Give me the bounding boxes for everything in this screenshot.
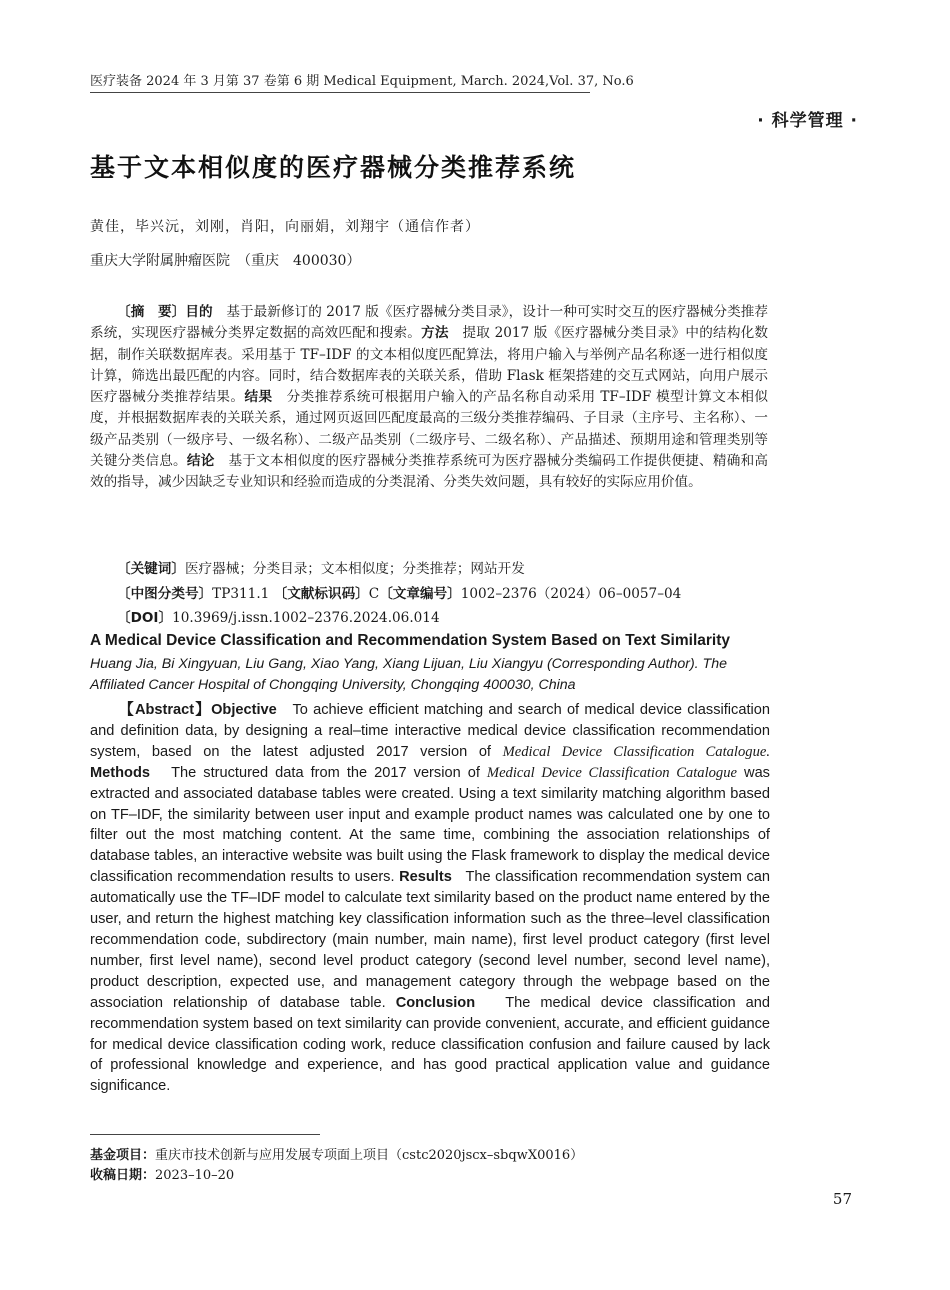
cn-conclusion-label: 结论	[186, 453, 215, 470]
cn-results-label: 结果	[244, 389, 273, 406]
cn-results-text: 分类推荐系统可根据用户输入的产品名称自动采用 TF–IDF 模型计算文本相似度，并根据数据库表的关联关系，通过网页返回匹配度最高的三级分类推荐编码、子目录（主序号、主名称）、一级产品类别（一级序号、一级名称）、二级产品类别（二级序号、二级名称）、产品描述、预期用途和管理类别等关键分类信息。	[90, 389, 769, 470]
en-results-text: The classification recommendation system can automatically use the TF–IDF model to calculate text similarity based on the product name entered by the user, and return the highest matching key classification information such as the three–level classification recommendation code, subdirectory (main number, main name), first level product category (first level number, first level name), second level product category (second level number, second level name), product description, expected use, and management category through the webpage based on the association relationship of database table.	[90, 869, 770, 1011]
fund-text: 重庆市技术创新与应用发展专项面上项目（cstc2020jscx–sbqwX0016）	[155, 1148, 584, 1163]
footnote-rule	[90, 1134, 320, 1135]
article-title: 基于文本相似度的医疗器械分类推荐系统	[90, 153, 577, 182]
clc-label: 〔中图分类号〕	[117, 586, 213, 602]
english-abstract	[90, 700, 770, 1097]
cn-methods-label: 方法	[421, 325, 449, 342]
catalogue-title: Medical Device Classification Catalogue	[486, 764, 737, 781]
received-note	[90, 1164, 234, 1183]
fund-label: 基金项目：	[90, 1148, 156, 1163]
en-conclusion-label: Conclusion	[395, 994, 476, 1011]
catalogue-title: Medical Device Classification Catalogue.	[502, 743, 770, 760]
running-head: 医疗装备 2024 年 3 月第 37 卷第 6 期 Medical Equipment, March. 2024,Vol. 37, No.6	[90, 74, 634, 89]
doi-line	[117, 606, 440, 626]
en-objective-text: To achieve efficient matching and search of medical device classification and definition data, by designing a real–time interactive medical device classification recommendation system, based on the latest adjusted 2017 version of	[90, 702, 770, 760]
cn-objective-label: 目的	[185, 304, 213, 320]
keywords-line	[117, 557, 525, 577]
english-authors: Huang Jia, Bi Xingyuan, Liu Gang, Xiao Yang, Xiang Lijuan, Liu Xiangyu (Corresponding Author). The Affiliated Cancer Hospital of Chongqing University, Chongqing 400030, China	[90, 656, 728, 693]
en-results-label: Results	[399, 869, 452, 886]
article-number: 1002–2376（2024）06–0057–04	[460, 586, 682, 602]
received-label: 收稿日期：	[90, 1168, 156, 1183]
keywords: 医疗器械；分类目录；文本相似度；分类推荐；网站开发	[184, 561, 525, 577]
classification-line	[117, 582, 681, 602]
received-date: 2023–10–20	[155, 1168, 235, 1183]
en-methods-text-b: was extracted and associated database tables were created. Using a text similarity matching algorithm based on TF–IDF, the similarity between user input and example product names was calculated one by one to filter out the most matching content. At the same time, combining the association relationships of database tables, an interactive website was built using the Flask framework to display the medical device classification recommendation results to users.	[90, 764, 770, 886]
page-number: 57	[832, 1190, 852, 1208]
en-methods-text-a: The structured data from the 2017 version of	[171, 764, 480, 781]
fund-note	[90, 1144, 583, 1163]
header-rule	[90, 92, 590, 93]
cn-conclusion-text: 基于文本相似度的医疗器械分类推荐系统可为医疗器械分类编码工作提供便捷、精确和高效的指导，减少因缺乏专业知识和经验而造成的分类混淆、分类失效问题，具有较好的实际应用价值。	[90, 453, 769, 491]
section-label: · 科学管理 ·	[757, 111, 858, 131]
cn-methods-text: 提取 2017 版《医疗器械分类目录》中的结构化数据，制作关联数据库表。采用基于 TF–IDF 的文本相似度匹配算法，将用户输入与举例产品名称逐一进行相似度计算，筛选出最匹配的内容。同时，结合数据库表的关联关系，借助 Flask 框架搭建的交互式网站，向用户展示医疗器械分类推荐结果。	[90, 325, 769, 406]
doi: 10.3969/j.issn.1002–2376.2024.06.014	[172, 610, 440, 626]
article-number-label: 〔文章编号〕	[379, 586, 461, 602]
chinese-abstract	[90, 302, 768, 494]
affiliation: 重庆大学附属肿瘤医院 （重庆 400030）	[90, 253, 361, 269]
en-conclusion-text: The medical device classification and recommendation system based on text similarity can provide convenient, accurate, and efficient guidance for medical device classification coding work, reduce classification confusion and failure caused by lack of professional knowledge and experience, and has good practical application value and guidance significance.	[90, 994, 770, 1095]
keywords-label: 〔关键词〕	[117, 561, 185, 577]
document-code-label: 〔文献标识码〕	[273, 586, 369, 602]
en-abstract-label: 【Abstract】	[118, 702, 212, 718]
en-methods-label: Methods	[90, 764, 150, 781]
cn-abstract-label: 〔摘 要〕	[117, 304, 186, 320]
en-objective-label: Objective	[211, 702, 277, 718]
cn-objective-text: 基于最新修订的 2017 版《医疗器械分类目录》，设计一种可实时交互的医疗器械分类推荐系统，实现医疗器械分类界定数据的高效匹配和搜索。	[90, 304, 769, 342]
document-code: C	[368, 586, 380, 602]
doi-label: 〔DOI〕	[117, 610, 173, 626]
clc-number: TP311.1	[212, 586, 270, 602]
author-list: 黄佳，毕兴沅，刘刚，肖阳，向丽娟，刘翔宇（通信作者）	[90, 219, 480, 235]
english-title: A Medical Device Classification and Recommendation System Based on Text Similarity	[90, 632, 731, 649]
